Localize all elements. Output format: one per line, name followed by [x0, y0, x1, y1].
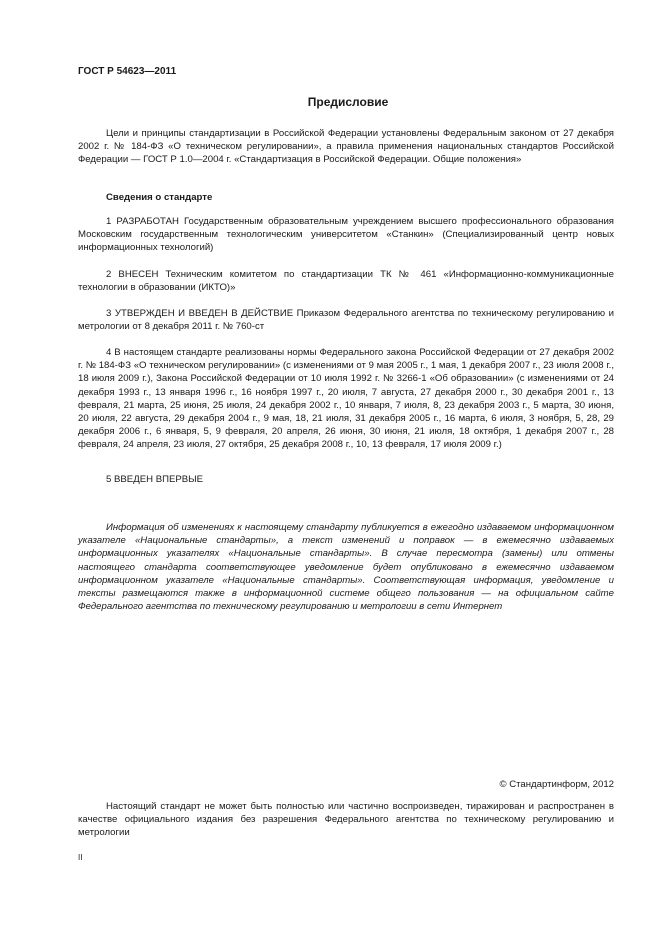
page-title: Предисловие	[307, 95, 389, 109]
item-1-paragraph: 1 РАЗРАБОТАН Государственным образовательным учреждением высшего профессионального образования Московским государственным технологическим университетом «Станкин» (Специализированный центр новых информационных технологий)	[78, 216, 614, 254]
intro-block	[78, 127, 614, 167]
doc-code-header: ГОСТ Р 54623—2011	[78, 66, 177, 77]
section-heading: Сведения о стандарте	[106, 192, 213, 203]
item-2-block	[78, 268, 614, 294]
page-number: II	[78, 853, 83, 862]
copyright-line: © Стандартинформ, 2012	[499, 779, 614, 790]
item-4-block	[78, 346, 614, 452]
item-4-paragraph: 4 В настоящем стандарте реализованы нормы Федерального закона Российской Федерации от 27 декабря 2002 г. № 184-ФЗ «О техническом регулировании» (с изменениями от 9 мая 2005 г., 1 мая, 1 декабря 2007 г., 23 июля 2008 г., 18 июля 2009 г.), Закона Российской Федерации от 10 июля 1992 г. № 3266-1 «Об образовании» (с изменениями от 24 декабря 1993 г., 13 января 1996 г., 16 ноября 1997 г., 20 июля, 7 августа, 27 декабря 2000 г., 30 декабря 2001 г., 13 февраля, 21 марта, 25 июня, 25 июля, 24 декабря 2002 г., 10 января, 7 июля, 8, 23 декабря 2003 г., 5 марта, 30 июня, 20 июля, 22 августа, 29 декабря 2004 г., 9 мая, 18, 21 июля, 31 декабря 2005 г., 16 марта, 6 июля, 3 ноября, 5, 28, 29 декабря 2006 г., 6 января, 5, 9 февраля, 20 апреля, 26 июня, 30 июня, 21 июля, 18 октября, 1 декабря 2007 г., 28 февраля, 24 апреля, 23 июля, 27 октября, 25 декабря 2008 г., 10, 13 февраля, 17 июля 2009 г.)	[78, 347, 614, 451]
item-5-paragraph: 5 ВВЕДЕН ВПЕРВЫЕ	[106, 474, 204, 485]
notice-paragraph: Информация об изменениях к настоящему стандарту публикуется в ежегодно издаваемом информационном указателе «Национальные стандарты», а текст изменений и поправок — в ежемесячно издаваемых информационных указателях «Национальные стандарты». В случае пересмотра (замены) или отмены настоящего стандарта соответствующее уведомление будет опубликовано в ежемесячно издаваемом информационном указателе «Национальные стандарты». Соответствующая информация, уведомление и тексты размещаются также в информационной системе общего пользования — на официальном сайте Федерального агентства по техническому регулированию и метрологии в сети Интернет	[78, 522, 614, 613]
reproduction-paragraph: Настоящий стандарт не может быть полностью или частично воспроизведен, тиражирован и распространен в качестве официального издания без разрешения Федерального агентства по техническому регулированию и метрологии	[78, 801, 614, 839]
item-3-paragraph: 3 УТВЕРЖДЕН И ВВЕДЕН В ДЕЙСТВИЕ Приказом Федерального агентства по техническому регулированию и метрологии от 8 декабря 2011 г. № 760-ст	[78, 308, 614, 333]
intro-paragraph: Цели и принципы стандартизации в Российской Федерации установлены Федеральным законом от 27 декабря 2002 г. № 184-ФЗ «О техническом регулировании», а правила применения национальных стандартов Российской Федерации — ГОСТ Р 1.0—2004 г. «Стандартизация в Российской Федерации. Общие положения»	[78, 128, 614, 166]
item-3-block	[78, 307, 614, 333]
item-2-paragraph: 2 ВНЕСЕН Техническим комитетом по стандартизации ТК № 461 «Информационно-коммуникационные технологии в образовании (ИКТО)»	[78, 269, 614, 294]
item-5-block	[78, 473, 614, 486]
item-1-block	[78, 215, 614, 255]
notice-block	[78, 521, 614, 613]
reproduction-block	[78, 800, 614, 840]
